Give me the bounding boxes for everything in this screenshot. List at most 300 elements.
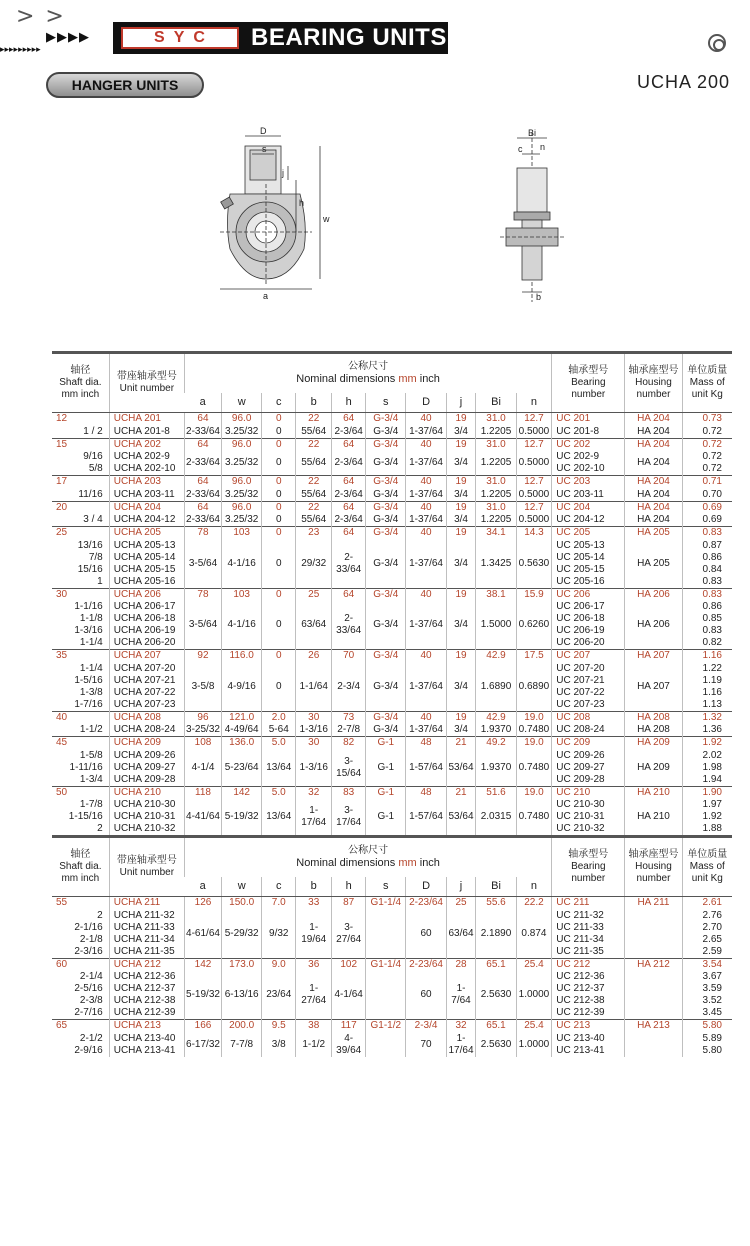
dim-value-inch: 0.5000 — [516, 514, 552, 527]
housing-number: HA 209 — [625, 750, 682, 787]
dim-value-mm: 19.0 — [516, 711, 552, 724]
housing-number: HA 204 — [625, 413, 682, 426]
unit-mass: 1.19 — [682, 675, 732, 687]
dims-header-label: Nominal dimensions — [296, 373, 399, 386]
shaft-inch: 2-9/16 — [74, 1044, 103, 1056]
dim-column-header: h — [332, 877, 366, 897]
dim-value-inch: G-3/4 — [366, 540, 406, 589]
unit-number: UCHA 211 — [109, 897, 184, 910]
table-row — [52, 663, 732, 675]
dim-value-mm: 40 — [406, 501, 446, 514]
shaft-mm: 65 — [52, 1020, 109, 1033]
dim-value-mm: G-3/4 — [366, 527, 406, 540]
dim-value-mm: 22 — [296, 476, 332, 489]
dim-value-mm: 21 — [446, 786, 476, 799]
dim-value-mm: 116.0 — [222, 650, 262, 663]
shaft-inch: 1-5/8 — [79, 749, 103, 761]
housing-number: HA 210 — [625, 799, 682, 837]
bearing-header — [552, 837, 625, 897]
unit-number: UCHA 209-27 — [109, 762, 184, 774]
shaft-inch: 1 — [97, 575, 103, 587]
table-row — [52, 1033, 732, 1045]
shaft-header-cn: 轴径 — [70, 849, 91, 860]
unit-mass: 1.94 — [682, 774, 732, 787]
dim-value-inch: 0.6890 — [516, 663, 552, 712]
bearing-header-en1: Bearing — [571, 377, 606, 388]
bearing-number: UC 212-37 — [552, 983, 625, 995]
table-row — [52, 601, 732, 613]
dim-column-header: n — [516, 393, 552, 413]
table-row — [52, 958, 732, 971]
dim-value-mm: 118 — [184, 786, 221, 799]
table-row — [52, 451, 732, 463]
dim-value-inch: 55/64 — [296, 514, 332, 527]
unit-mass: 0.69 — [682, 501, 732, 514]
shaft-inch: 1-5/16 — [74, 674, 103, 686]
shaft-inch: 1-3/8 — [79, 686, 103, 698]
dim-value-mm: 25.4 — [516, 958, 552, 971]
dim-value-mm: 103 — [222, 527, 262, 540]
dim-value-inch: 0.5000 — [516, 451, 552, 476]
unit-number: UCHA 207-21 — [109, 675, 184, 687]
shaft-inch: 1-11/16 — [69, 761, 103, 773]
dim-value-mm: 40 — [406, 476, 446, 489]
unit-number: UCHA 202-10 — [109, 463, 184, 476]
dim-value-inch: 1-17/64 — [446, 1033, 476, 1057]
housing-header-en1: Housing — [635, 377, 672, 388]
unit-mass: 5.80 — [682, 1045, 732, 1057]
dim-value-inch: 4-1/4 — [184, 750, 221, 787]
unit-number: UCHA 204-12 — [109, 514, 184, 527]
unit-number: UCHA 212-36 — [109, 971, 184, 983]
shaft-mm: 50 — [52, 786, 109, 799]
unit-mass: 1.16 — [682, 650, 732, 663]
unit-mass: 2.65 — [682, 934, 732, 946]
dim-value-mm: 78 — [184, 527, 221, 540]
unit-mass: 2.59 — [682, 946, 732, 959]
unit-mass: 0.72 — [682, 451, 732, 463]
shaft-inch: 11/16 — [78, 488, 103, 500]
dim-value-mm: 21 — [446, 737, 476, 750]
unit-mass: 1.16 — [682, 687, 732, 699]
table-row — [52, 737, 732, 750]
dim-value-mm: 173.0 — [222, 958, 262, 971]
bearing-number: UC 202-10 — [552, 463, 625, 476]
dim-value-mm: G-3/4 — [366, 501, 406, 514]
dim-value-inch: 4-49/64 — [222, 724, 262, 737]
dim-label-w: w — [323, 214, 330, 224]
dim-value-mm: 25 — [446, 897, 476, 910]
dim-value-inch: 55/64 — [296, 426, 332, 439]
dim-value-mm: 19 — [446, 438, 476, 451]
dim-value-inch: 1.5000 — [476, 601, 516, 650]
shaft-header — [52, 353, 109, 413]
dim-label-a: a — [263, 291, 269, 301]
bearing-number: UC 201 — [552, 413, 625, 426]
dim-value-inch — [366, 971, 406, 1020]
dim-value-mm: 0 — [262, 438, 296, 451]
shaft-header-units: mm inch — [61, 873, 100, 884]
mass-header-en1: Mass of — [689, 377, 725, 388]
dim-value-inch: 5-19/32 — [222, 799, 262, 837]
table-row — [52, 971, 732, 983]
mass-header — [682, 837, 732, 897]
dim-value-mm: 121.0 — [222, 711, 262, 724]
dim-value-mm: 78 — [184, 588, 221, 601]
dim-value-mm: 103 — [222, 588, 262, 601]
bearing-ring-icon — [708, 34, 726, 52]
unit-header-cn: 带座轴承型号 — [116, 371, 177, 382]
dim-value-inch: 1.0000 — [516, 971, 552, 1020]
dim-value-mm: 70 — [332, 650, 366, 663]
shaft-inch: 2-5/16 — [74, 983, 103, 994]
shaft-inch: 1-3/4 — [79, 773, 103, 785]
dim-value-inch: 1.0000 — [516, 1033, 552, 1057]
table-row — [52, 438, 732, 451]
dim-value-mm: G1-1/2 — [366, 1020, 406, 1033]
housing-header-cn: 轴承座型号 — [628, 365, 679, 376]
dim-value-inch: 0 — [262, 489, 296, 502]
dim-value-inch: 0.5000 — [516, 426, 552, 439]
dim-value-mm: 96 — [184, 711, 221, 724]
dim-value-inch: 5-64 — [262, 724, 296, 737]
dim-value-inch: 7-7/8 — [222, 1033, 262, 1057]
dim-value-mm: 87 — [332, 897, 366, 910]
dims-header-cn: 公称尺寸 — [348, 361, 389, 373]
unit-mass: 1.97 — [682, 799, 732, 811]
bearing-number: UC 207-20 — [552, 663, 625, 675]
dim-value-inch: 1.2205 — [476, 489, 516, 502]
dim-value-mm: 7.0 — [262, 897, 296, 910]
dim-value-mm: 40 — [406, 413, 446, 426]
unit-number: UCHA 211-35 — [109, 946, 184, 959]
shaft-mm: 15 — [52, 438, 109, 451]
shaft-inch: 7/8 — [88, 551, 103, 563]
dim-value-mm: 83 — [332, 786, 366, 799]
dim-value-mm: 166 — [184, 1020, 221, 1033]
shaft-inch: 1-3/16 — [74, 625, 103, 636]
shaft-inch: 2 — [97, 909, 103, 921]
dim-value-inch: 63/64 — [296, 601, 332, 650]
dim-value-inch: 1.2205 — [476, 426, 516, 439]
shaft-header — [52, 837, 109, 897]
bearing-header-en2: number — [571, 389, 606, 400]
dim-value-mm: 30 — [296, 711, 332, 724]
dim-column-header: n — [516, 877, 552, 897]
dim-value-mm: 26 — [296, 650, 332, 663]
dim-value-mm: 23 — [296, 527, 332, 540]
side-view — [500, 132, 564, 302]
dim-value-mm: 38.1 — [476, 588, 516, 601]
unit-mass: 3.67 — [682, 971, 732, 983]
shaft-mm: 60 — [52, 958, 109, 971]
dim-value-inch: 2-7/8 — [332, 724, 366, 737]
unit-header — [109, 353, 184, 413]
dim-value-inch: 4-1/16 — [222, 540, 262, 589]
decorative-arrows-icon: > > — [16, 4, 66, 29]
table-row — [52, 1020, 732, 1033]
bearing-number: UC 207-21 — [552, 675, 625, 687]
unit-mass: 0.87 — [682, 540, 732, 552]
dim-value-inch: 2-33/64 — [186, 488, 220, 500]
housing-number: HA 204 — [625, 438, 682, 451]
shaft-mm: 40 — [52, 711, 109, 724]
unit-number: UCHA 206-17 — [109, 601, 184, 613]
shaft-inch: 3 / 4 — [83, 514, 103, 525]
dim-value-inch: 2-3/64 — [332, 514, 366, 527]
dim-label-Bi: Bi — [528, 128, 537, 138]
dim-value-inch: 13/64 — [262, 799, 296, 837]
housing-number: HA 204 — [625, 501, 682, 514]
bearing-number: UC 206-20 — [552, 637, 625, 650]
dims-header-unit-inch: inch — [419, 857, 440, 870]
unit-number: UCHA 210-31 — [109, 811, 184, 823]
shaft-inch: 2-1/8 — [79, 933, 103, 945]
dim-value-inch — [366, 1033, 406, 1057]
unit-mass: 3.45 — [682, 1007, 732, 1020]
shaft-inch: 1 / 2 — [83, 425, 103, 437]
unit-number: UCHA 206 — [109, 588, 184, 601]
dim-value-inch: 1-37/64 — [406, 601, 446, 650]
unit-number: UCHA 205-13 — [109, 540, 184, 552]
dim-value-mm: 31.0 — [476, 413, 516, 426]
unit-number: UCHA 203 — [109, 476, 184, 489]
dim-value-mm: 64 — [332, 588, 366, 601]
dim-value-mm: 96.0 — [222, 413, 262, 426]
dim-value-inch: 4-9/16 — [222, 663, 262, 712]
shaft-inch: 2-3/8 — [79, 995, 103, 1006]
dim-value-inch: 4-1/16 — [222, 601, 262, 650]
dim-value-inch: 60 — [406, 971, 446, 1020]
dim-value-inch: G-3/4 — [366, 601, 406, 650]
unit-number: UCHA 208-24 — [109, 724, 184, 737]
dim-value-mm: G-3/4 — [366, 413, 406, 426]
shaft-inch: 2-1/2 — [79, 1032, 103, 1044]
dim-value-inch: G-3/4 — [366, 724, 406, 737]
bearing-header — [552, 353, 625, 413]
unit-mass: 0.83 — [682, 527, 732, 540]
housing-number: HA 206 — [625, 588, 682, 601]
dim-value-mm: 96.0 — [222, 438, 262, 451]
dim-value-inch: 3/4 — [446, 601, 476, 650]
housing-number: HA 211 — [625, 897, 682, 910]
dim-value-mm: 40 — [406, 438, 446, 451]
dim-value-mm: 19 — [446, 413, 476, 426]
unit-mass: 0.82 — [682, 637, 732, 650]
decorative-triangles-icon: ▶▶▶▶ — [46, 30, 90, 45]
dim-value-mm: 64 — [184, 438, 221, 451]
unit-number: UCHA 207 — [109, 650, 184, 663]
housing-header-en2: number — [636, 389, 671, 400]
dim-value-inch: 1-1/64 — [296, 663, 332, 712]
dim-value-inch: 0 — [262, 601, 296, 650]
bearing-number: UC 212-36 — [552, 971, 625, 983]
table-row — [52, 650, 732, 663]
front-view — [220, 136, 320, 289]
dim-value-inch: 5-23/64 — [222, 750, 262, 787]
housing-number: HA 213 — [625, 1020, 682, 1033]
dim-value-mm: 51.6 — [476, 786, 516, 799]
section-label: HANGER UNITS — [46, 72, 204, 98]
unit-mass: 0.84 — [682, 564, 732, 576]
dim-value-mm: 48 — [406, 786, 446, 799]
dims-header-unit-inch: inch — [419, 373, 440, 386]
housing-number: HA 212 — [625, 958, 682, 971]
unit-number: UCHA 210 — [109, 786, 184, 799]
dim-value-mm: 0 — [262, 650, 296, 663]
table-row — [52, 527, 732, 540]
bearing-number: UC 203-11 — [552, 489, 625, 502]
bearing-number: UC 207-23 — [552, 699, 625, 712]
unit-mass: 0.83 — [682, 576, 732, 589]
unit-mass: 1.22 — [682, 663, 732, 675]
dim-value-inch: 9/32 — [262, 910, 296, 959]
dim-value-mm: 65.1 — [476, 958, 516, 971]
housing-number: HA 210 — [625, 786, 682, 799]
dim-value-inch: 0.7480 — [516, 799, 552, 837]
bearing-number: UC 210-32 — [552, 823, 625, 837]
shaft-mm: 12 — [52, 413, 109, 426]
dim-value-inch: 1-37/64 — [406, 489, 446, 502]
dim-column-header: h — [332, 393, 366, 413]
housing-number: HA 204 — [625, 426, 682, 439]
dim-value-inch: 1-27/64 — [296, 971, 332, 1020]
dim-value-mm: 40 — [406, 588, 446, 601]
bearing-header-en2: number — [571, 873, 606, 884]
dim-value-inch: 0 — [262, 451, 296, 476]
dim-column-header: b — [296, 393, 332, 413]
dim-value-inch — [366, 910, 406, 959]
dim-value-mm: 25 — [296, 588, 332, 601]
unit-mass: 5.89 — [682, 1033, 732, 1045]
dim-value-mm: 0 — [262, 501, 296, 514]
dims-header-en — [186, 857, 550, 869]
shaft-inch: 1-7/16 — [74, 698, 103, 710]
dim-value-mm: 92 — [184, 650, 221, 663]
unit-mass: 3.52 — [682, 995, 732, 1007]
dim-value-inch: 1-37/64 — [406, 514, 446, 527]
unit-mass: 0.72 — [682, 438, 732, 451]
dim-value-inch: 0 — [262, 426, 296, 439]
dim-value-inch: 3-5/8 — [184, 663, 221, 712]
brand-logo: SYC — [121, 27, 239, 49]
unit-header-cn: 带座轴承型号 — [116, 855, 177, 866]
table-row — [52, 476, 732, 489]
housing-number — [625, 1033, 682, 1057]
shaft-inch: 2-3/16 — [74, 945, 103, 957]
unit-mass: 5.80 — [682, 1020, 732, 1033]
unit-mass: 2.02 — [682, 750, 732, 762]
bearing-number: UC 211-35 — [552, 946, 625, 959]
shaft-inch: 2-1/4 — [79, 971, 103, 982]
dim-value-mm: 2.0 — [262, 711, 296, 724]
mass-header-en: Mass of unit Kg — [689, 861, 725, 884]
shaft-inch: 1-15/16 — [68, 811, 103, 822]
unit-mass: 2.70 — [682, 922, 732, 934]
housing-header — [625, 837, 682, 897]
dim-value-mm: 64 — [332, 476, 366, 489]
dim-value-inch: 5-19/32 — [184, 971, 221, 1020]
housing-header-en2: number — [636, 873, 671, 884]
dim-value-inch: 0 — [262, 540, 296, 589]
dim-value-mm: 108 — [184, 737, 221, 750]
dim-value-inch: 53/64 — [446, 750, 476, 787]
dim-value-mm: 40 — [406, 527, 446, 540]
shaft-mm: 45 — [52, 737, 109, 750]
bearing-number: UC 211-34 — [552, 934, 625, 946]
table-row — [52, 588, 732, 601]
dim-column-header: c — [262, 877, 296, 897]
housing-number — [625, 971, 682, 1020]
dim-value-mm: 19 — [446, 501, 476, 514]
unit-mass: 1.32 — [682, 711, 732, 724]
dim-value-mm: 2-3/4 — [406, 1020, 446, 1033]
dim-value-mm: 64 — [332, 527, 366, 540]
dim-value-inch: 53/64 — [446, 799, 476, 837]
unit-mass: 0.83 — [682, 625, 732, 637]
technical-drawing — [200, 124, 580, 309]
housing-number: HA 206 — [625, 601, 682, 650]
bearing-number: UC 207-22 — [552, 687, 625, 699]
dim-value-mm: G-1 — [366, 786, 406, 799]
shaft-inch: 1-7/8 — [79, 799, 103, 810]
dim-value-mm: G-3/4 — [366, 650, 406, 663]
dim-label-b: b — [536, 292, 542, 302]
dims-header-label: Nominal dimensions — [296, 857, 399, 870]
unit-number: UCHA 213-41 — [109, 1045, 184, 1057]
dim-value-inch: 0.7480 — [516, 750, 552, 787]
unit-number: UCHA 210-30 — [109, 799, 184, 811]
dim-value-inch: 3/4 — [446, 426, 476, 439]
unit-mass: 1.92 — [682, 811, 732, 823]
dim-column-header: a — [184, 393, 221, 413]
bearing-number: UC 207 — [552, 650, 625, 663]
dim-value-inch: 3/4 — [446, 489, 476, 502]
dim-value-inch: 4-41/64 — [184, 799, 221, 837]
unit-mass: 1.13 — [682, 699, 732, 712]
dim-column-header: w — [222, 877, 262, 897]
dim-value-mm: 0 — [262, 476, 296, 489]
dim-value-mm: 22 — [296, 413, 332, 426]
dim-value-mm: 36 — [296, 958, 332, 971]
dim-value-inch: 1.2205 — [476, 451, 516, 476]
unit-mass: 3.59 — [682, 983, 732, 995]
unit-number: UCHA 210-32 — [109, 823, 184, 837]
dim-value-mm: 64 — [184, 413, 221, 426]
shaft-inch: 2-7/16 — [74, 1007, 103, 1018]
dim-value-inch: 3-17/64 — [332, 799, 366, 837]
shaft-inch: 2 — [97, 823, 103, 834]
dim-value-inch: 2-3/64 — [332, 451, 366, 476]
unit-mass: 0.72 — [682, 463, 732, 476]
dim-label-D: D — [260, 126, 267, 136]
bearing-number: UC 208 — [552, 711, 625, 724]
dim-value-mm: 136.0 — [222, 737, 262, 750]
dim-value-mm: 19 — [446, 711, 476, 724]
dim-column-header: a — [184, 877, 221, 897]
unit-number: UCHA 212 — [109, 958, 184, 971]
dim-value-inch: 2-3/4 — [332, 663, 366, 712]
dim-value-inch: 4-1/64 — [332, 971, 366, 1020]
dims-header — [184, 837, 551, 877]
unit-number: UCHA 208 — [109, 711, 184, 724]
shaft-inch: 1-1/16 — [74, 601, 103, 612]
bearing-number: UC 206-17 — [552, 601, 625, 613]
dim-value-inch: 1-19/64 — [296, 910, 332, 959]
table-header-row — [52, 837, 732, 877]
housing-number: HA 204 — [625, 514, 682, 527]
dim-value-inch: 1-37/64 — [406, 663, 446, 712]
